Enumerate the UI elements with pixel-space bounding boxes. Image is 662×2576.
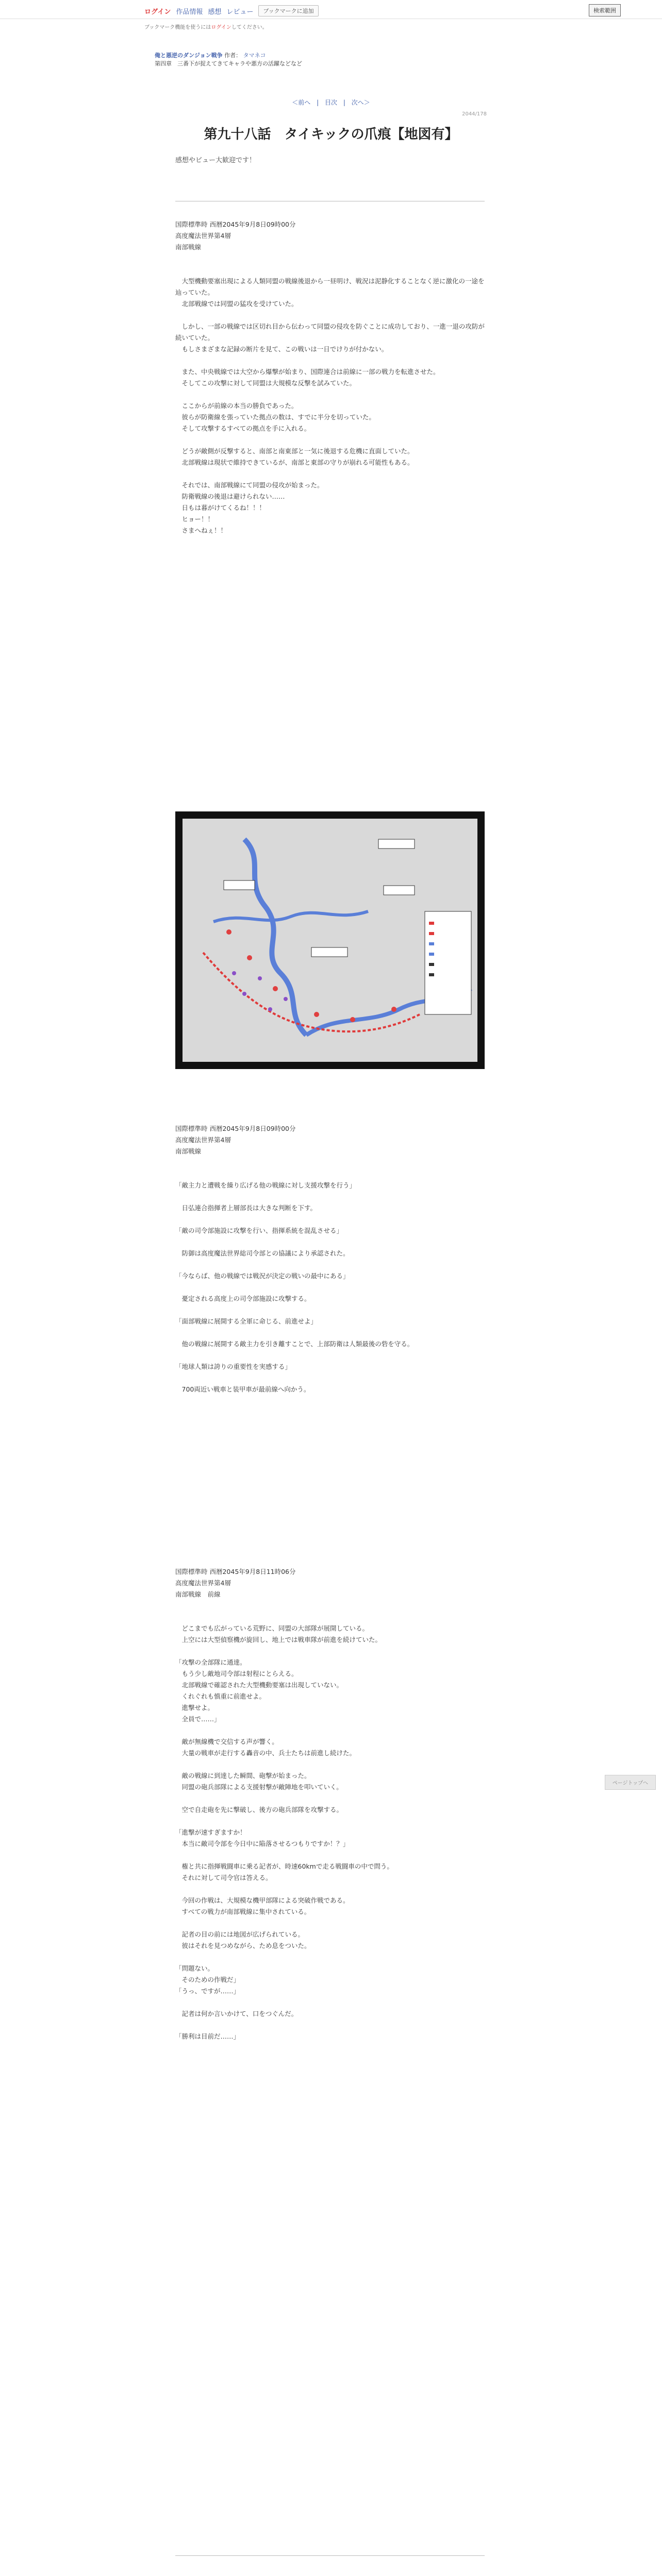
chapter-title: 第四章 三番下が捉えてきてキャラや悪方の活躍などなど — [155, 60, 302, 67]
breadcrumb — [155, 52, 302, 68]
menu-reviews[interactable]: レビュー — [226, 8, 254, 16]
author-label: 作者： — [224, 52, 242, 59]
episode-title: 第九十八話 タイキックの爪痕【地図有】 — [204, 127, 458, 142]
next-link[interactable]: 次へ＞ — [351, 99, 370, 106]
pager-top: ＜前へ | 目次 | 次へ＞ — [292, 99, 370, 106]
menu-impressions[interactable]: 感想 — [208, 8, 222, 16]
body-section-3: 国際標準時 西暦2045年9月8日11時06分 高度魔法世界第4層 南部戦線 前線 どこまでも広がっている荒野に、同盟の大部隊が展開している。 上空には大型偵察機が旋回し、地上では戦車隊が前進を続けていた。 「攻撃の全部隊に通達。 もう少し敵地司令部は射程にとらえる。 北部戦線で確認された大型機動要塞は出現していない。 くれぐれも慎重に前進せよ。 進撃せよ。 全員で……」 敵が無線機で交信する声が響く。 大量の戦車が走行する轟音の中、兵士たちは前進し続けた。 敵の戦線に到達した瞬間、砲撃が始まった。 同盟の砲兵部隊による支援射撃が敵陣地を叩いていく。 空で自走砲を先に撃破し、後方の砲兵部隊を攻撃する。 「進撃が速すぎますか！ 本当に敵司令部を今日中に陥落させるつもりですか！？」 権と共に指揮戦闘車に乗る記者が、時速60kmで走る戦闘車の中で問う。 それに対して司令官は答える。 今回の作戦は、大規模な機甲部隊による突破作戦である。 すべての戦力が南部戦線に集中されている。 記者の目の前には地図が広げられている。 彼はそれを見つめながら、ため息をついた。 「問題ない。 そのための作戦だ」 「うっ、ですが……」 記者は何か言いかけて、口をつぐんだ。 「勝利は目前だ……」 — [175, 1568, 393, 2040]
login-link[interactable]: ログイン — [144, 8, 171, 16]
top-navigation-bar — [0, 0, 662, 19]
menu-work-info[interactable]: 作品情報 — [176, 8, 203, 16]
top-menu — [144, 5, 319, 16]
battle-map-image — [175, 811, 485, 1069]
episode-date: 2044/178 — [462, 111, 487, 117]
bookmark-login-notice: ブックマーク機能を使うにはログインしてください。 — [144, 25, 268, 30]
divider-end — [175, 2555, 485, 2556]
map-canvas — [183, 819, 477, 1062]
index-link[interactable]: 目次 — [324, 99, 337, 106]
series-title-link[interactable]: 俺と悪逆のダンジョン戦争 — [155, 52, 223, 59]
map-drawing — [183, 819, 477, 1062]
add-bookmark-button[interactable]: ブックマークに追加 — [258, 5, 318, 16]
episode-preface: 感想やビュー大歓迎です！ — [175, 157, 256, 164]
prev-link[interactable]: ＜前へ — [292, 99, 311, 106]
body-section-1: 国際標準時 西暦2045年9月8日09時00分 高度魔法世界第4層 南部戦線 大型機動要塞出現による人類同盟の戦線後退から一昼明け、戦況は泥静化することなく逆に激化の一途を辿っていた。 北部戦線では同盟の猛攻を受けていた。 しかし、一部の戦線では区切れ目から伝わって同盟の侵攻を防ぐことに成功しており、一進一退の攻防が続いていた。 もしさまざまな記録の断片を見て、この戦いは一日でけりが付かない。 また、中央戦線では大空から爆撃が始まり、国際連合は前線に一部の戦力を転進させた。 そしてこの攻撃に対して同盟は大規模な反撃を試みていた。 ここからが前線の本当の勝負であった。 彼らが防衛線を張っていた拠点の数は、すでに半分を切っていた。 そして攻撃するすべての拠点を手に入れる。 どうが敵側が反撃すると、南部と南東部と一気に後退する危機に直面していた。 北部戦線は現状で維持できているが、南部と東部の守りが崩れる可能性もある。 それでは、南部戦線にて同盟の侵攻が始まった。 防衛戦線の後退は避けられない…… 日もは暮がけてくるね！！！ ヒョー！！ さまへねぇ！！ — [175, 221, 485, 534]
author-link[interactable]: タマネコ — [243, 52, 266, 59]
search-scope-button[interactable]: 検索範囲 — [589, 4, 621, 16]
page-top-button[interactable]: ページトップへ — [605, 1775, 656, 1790]
body-section-2: 国際標準時 西暦2045年9月8日09時00分 高度魔法世界第4層 南部戦線 「敵主力と遭戦を繰り広げる他の戦線に対し支援攻撃を行う」 日弘連合指揮者上層部長は大きな判断を下す。 「敵の司令部施設に攻撃を行い、指揮系統を混乱させる」 防御は高度魔法世界総司令部との協議により承認された。 「今ならば、他の戦線では戦況が決定の戦いの最中にある」 憂定される高度上の司令部施設に攻撃する。 「面部戦線に展開する全軍に命じる、前進せよ」 他の戦線に展開する敵主力を引き離すことで、上部防衛は人類最後の砦を守る。 「地球人類は誇りの重要性を実感する」 700両近い戦車と装甲車が最前線へ向かう。 — [175, 1125, 414, 1393]
login-inline-link[interactable]: ログイン — [211, 25, 231, 30]
